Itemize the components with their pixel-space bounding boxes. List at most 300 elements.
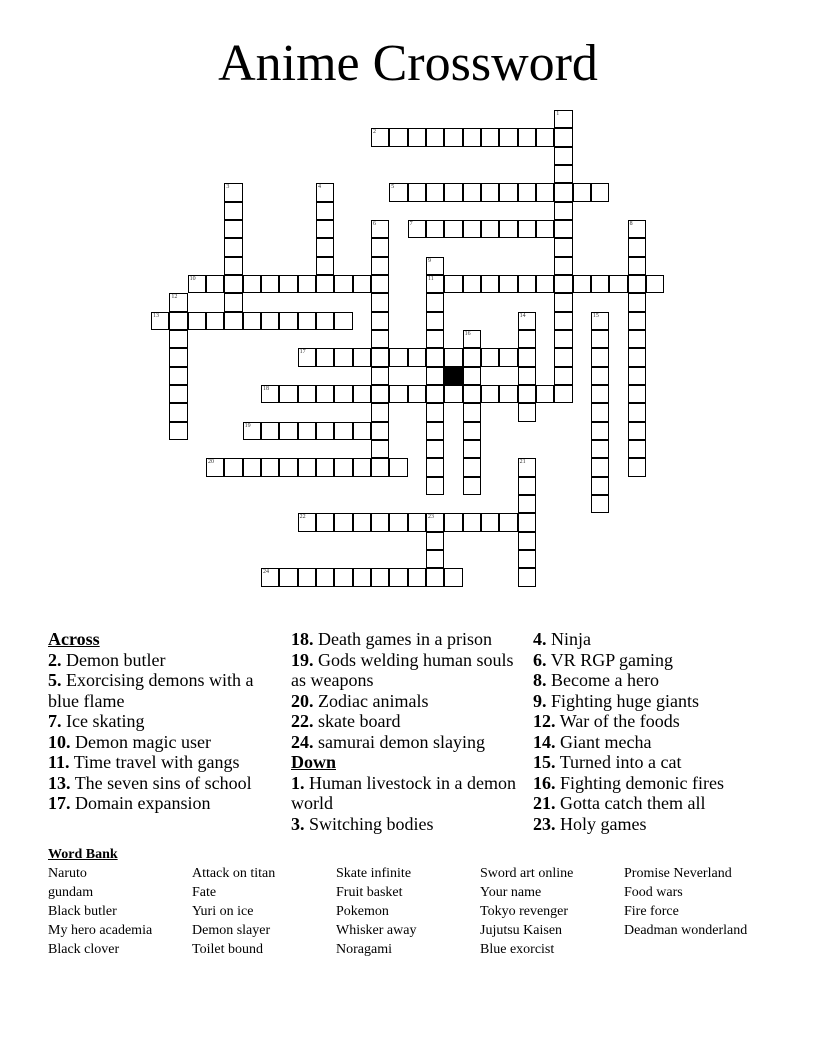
grid-cell[interactable]	[243, 458, 261, 476]
grid-cell[interactable]	[499, 275, 517, 293]
word-bank-item: Fire force	[624, 904, 679, 919]
grid-cell[interactable]	[554, 385, 572, 403]
clue-number: 1	[556, 111, 560, 117]
grid-cell[interactable]	[481, 275, 499, 293]
clue-number: 6	[372, 220, 376, 227]
word-bank-item: Toilet bound	[192, 942, 263, 957]
grid-cell[interactable]	[591, 458, 609, 476]
grid-cell[interactable]	[426, 312, 444, 330]
clue-number: 20	[207, 459, 214, 466]
grid-cell[interactable]	[316, 238, 334, 256]
grid-cell[interactable]	[261, 385, 279, 403]
grid-cell[interactable]	[389, 348, 407, 366]
grid-cell[interactable]	[628, 458, 646, 476]
grid-cell[interactable]	[481, 513, 499, 531]
grid-cell[interactable]	[518, 513, 536, 531]
grid-cell[interactable]	[499, 513, 517, 531]
grid-cell[interactable]	[206, 275, 224, 293]
across-heading: Across	[48, 629, 100, 649]
grid-cell[interactable]	[536, 275, 554, 293]
grid-cell[interactable]	[628, 385, 646, 403]
grid-cell[interactable]	[224, 275, 242, 293]
grid-cell[interactable]	[518, 312, 536, 330]
word-bank-item: Whisker away	[336, 923, 417, 938]
grid-cell[interactable]	[481, 220, 499, 238]
grid-cell[interactable]	[371, 367, 389, 385]
grid-cell[interactable]	[554, 330, 572, 348]
clue-number: 4	[317, 184, 321, 191]
grid-cell[interactable]	[224, 458, 242, 476]
grid-cell[interactable]	[444, 220, 462, 238]
grid-cell[interactable]	[536, 220, 554, 238]
grid-cell[interactable]	[463, 513, 481, 531]
grid-cell[interactable]	[573, 275, 591, 293]
clue-down-3: 3. Switching bodies	[291, 813, 434, 834]
grid-cell[interactable]	[334, 348, 352, 366]
grid-cell[interactable]	[518, 458, 536, 476]
grid-cell[interactable]	[188, 312, 206, 330]
grid-cell[interactable]	[554, 275, 572, 293]
grid-cell[interactable]	[628, 312, 646, 330]
grid-cell[interactable]	[444, 348, 462, 366]
grid-cell[interactable]	[151, 312, 169, 330]
grid-cell[interactable]	[224, 220, 242, 238]
grid-cell[interactable]	[536, 385, 554, 403]
clues-column-2	[291, 629, 521, 834]
grid-cell[interactable]	[591, 183, 609, 201]
clue-down-4: 4. Ninja	[533, 629, 591, 649]
grid-cell[interactable]	[353, 458, 371, 476]
clue-down-6: 6. VR RGP gaming	[533, 649, 674, 670]
clue-across-13: 13. The seven sins of school	[48, 772, 252, 793]
grid-cell[interactable]	[426, 532, 444, 550]
grid-cell[interactable]	[554, 257, 572, 275]
grid-cell[interactable]	[628, 348, 646, 366]
grid-cell[interactable]	[518, 183, 536, 201]
grid-cell[interactable]	[316, 458, 334, 476]
grid-cell[interactable]	[371, 440, 389, 458]
grid-cell[interactable]	[371, 348, 389, 366]
grid-cell[interactable]	[371, 293, 389, 311]
grid-cell[interactable]	[169, 312, 187, 330]
grid-cell[interactable]	[279, 312, 297, 330]
grid-cell[interactable]	[518, 532, 536, 550]
grid-cell[interactable]	[389, 128, 407, 146]
word-bank-item: My hero academia	[48, 923, 153, 938]
grid-cell[interactable]	[591, 422, 609, 440]
grid-cell[interactable]	[518, 348, 536, 366]
clue-across-18: 18. Death games in a prison	[291, 629, 492, 649]
clue-across-7: 7. Ice skating	[48, 711, 145, 731]
grid-cell[interactable]	[169, 403, 187, 421]
grid-cell[interactable]	[298, 513, 316, 531]
grid-cell[interactable]	[408, 385, 426, 403]
grid-cell[interactable]	[628, 220, 646, 238]
clue-down-21: 21. Gotta catch them all	[533, 793, 706, 813]
grid-cell[interactable]	[554, 238, 572, 256]
grid-cell[interactable]	[298, 385, 316, 403]
grid-cell[interactable]	[298, 312, 316, 330]
grid-cell[interactable]	[316, 385, 334, 403]
grid-cell[interactable]	[243, 422, 261, 440]
grid-cell[interactable]	[628, 422, 646, 440]
clue-number: 10	[189, 275, 196, 282]
grid-cell[interactable]	[261, 275, 279, 293]
word-bank-title: Word Bank	[48, 847, 118, 862]
grid-cell[interactable]	[591, 367, 609, 385]
grid-cell[interactable]	[518, 275, 536, 293]
grid-cell[interactable]	[408, 128, 426, 146]
grid-cell[interactable]	[628, 293, 646, 311]
grid-cell[interactable]	[224, 183, 242, 201]
clue-number: 5	[391, 184, 395, 191]
grid-cell[interactable]	[499, 385, 517, 403]
word-bank-item: Tokyo revenger	[480, 904, 569, 919]
grid-cell[interactable]	[426, 458, 444, 476]
grid-cell[interactable]	[371, 458, 389, 476]
grid-cell[interactable]	[316, 183, 334, 201]
grid-cell[interactable]	[499, 183, 517, 201]
clue-number: 2	[372, 129, 376, 136]
clue-across-5: 5. Exorcising demons with a blue flame	[48, 670, 254, 711]
grid-cell[interactable]	[389, 513, 407, 531]
grid-cell[interactable]	[536, 183, 554, 201]
grid-cell[interactable]	[371, 128, 389, 146]
grid-cell[interactable]	[169, 422, 187, 440]
grid-cell[interactable]	[334, 422, 352, 440]
grid-cell[interactable]	[426, 403, 444, 421]
word-bank-item: Noragami	[336, 942, 392, 957]
grid-cell[interactable]	[316, 568, 334, 586]
clue-across-22: 22. skate board	[291, 711, 401, 731]
grid-cell[interactable]	[334, 568, 352, 586]
grid-cell[interactable]	[628, 403, 646, 421]
black-cell	[444, 367, 462, 385]
grid-cell[interactable]	[224, 202, 242, 220]
grid-cell[interactable]	[444, 183, 462, 201]
word-bank-item: Food wars	[624, 885, 683, 900]
clue-number: 15	[592, 312, 599, 319]
grid-cell[interactable]	[591, 330, 609, 348]
word-bank-item: Blue exorcist	[480, 942, 555, 957]
grid-cell[interactable]	[426, 183, 444, 201]
grid-cell[interactable]	[334, 385, 352, 403]
grid-cell[interactable]	[298, 348, 316, 366]
grid-cell[interactable]	[518, 220, 536, 238]
grid-cell[interactable]	[499, 348, 517, 366]
grid-cell[interactable]	[334, 275, 352, 293]
grid-cell[interactable]	[554, 293, 572, 311]
grid-cell[interactable]	[316, 312, 334, 330]
page-title: Anime Crossword	[218, 35, 598, 92]
grid-cell[interactable]	[628, 440, 646, 458]
grid-cell[interactable]	[591, 385, 609, 403]
grid-cell[interactable]	[261, 422, 279, 440]
grid-cell[interactable]	[169, 330, 187, 348]
grid-cell[interactable]	[591, 275, 609, 293]
grid-cell[interactable]	[353, 385, 371, 403]
grid-cell[interactable]	[426, 275, 444, 293]
grid-cell[interactable]	[554, 202, 572, 220]
grid-cell[interactable]	[444, 275, 462, 293]
grid-cell[interactable]	[353, 568, 371, 586]
clue-number: 13	[153, 312, 159, 319]
grid-cell[interactable]	[334, 458, 352, 476]
grid-cell[interactable]	[628, 367, 646, 385]
clue-down-8: 8. Become a hero	[533, 670, 659, 690]
clue-across-19: 19. Gods welding human souls as weapons	[291, 649, 514, 690]
clue-across-10: 10. Demon magic user	[48, 731, 211, 752]
clue-down-1: 1. Human livestock in a demon world	[291, 772, 516, 813]
grid-cell[interactable]	[298, 568, 316, 586]
grid-cell[interactable]	[426, 257, 444, 275]
grid-cell[interactable]	[316, 513, 334, 531]
grid-cell[interactable]	[279, 458, 297, 476]
grid-cell[interactable]	[188, 275, 206, 293]
grid-cell[interactable]	[353, 275, 371, 293]
grid-cell[interactable]	[371, 220, 389, 238]
grid-cell[interactable]	[554, 183, 572, 201]
grid-cell[interactable]	[481, 128, 499, 146]
grid-cell[interactable]	[169, 293, 187, 311]
grid-cell[interactable]	[444, 568, 462, 586]
grid-cell[interactable]	[463, 422, 481, 440]
grid-cell[interactable]	[591, 495, 609, 513]
grid-cell[interactable]	[463, 183, 481, 201]
grid-cell[interactable]	[554, 147, 572, 165]
clue-across-24: 24. samurai demon slaying	[291, 731, 485, 752]
grid-cell[interactable]	[371, 312, 389, 330]
clues-column-3	[533, 629, 773, 834]
grid-cell[interactable]	[426, 385, 444, 403]
grid-cell[interactable]	[279, 422, 297, 440]
clue-number: 23	[427, 514, 434, 521]
grid-cell[interactable]	[463, 330, 481, 348]
grid-cell[interactable]	[444, 385, 462, 403]
grid-cell[interactable]	[481, 348, 499, 366]
grid-cell[interactable]	[463, 385, 481, 403]
grid-cell[interactable]	[463, 477, 481, 495]
grid-cell[interactable]	[463, 458, 481, 476]
grid-cell[interactable]	[573, 183, 591, 201]
clue-number: 21	[519, 459, 526, 466]
grid-cell[interactable]	[463, 440, 481, 458]
grid-cell[interactable]	[371, 422, 389, 440]
word-bank-item: Sword art online	[480, 866, 574, 881]
grid-cell[interactable]	[426, 293, 444, 311]
grid-cell[interactable]	[371, 403, 389, 421]
grid-cell[interactable]	[298, 422, 316, 440]
grid-cell[interactable]	[481, 183, 499, 201]
grid-cell[interactable]	[389, 183, 407, 201]
grid-cell[interactable]	[426, 348, 444, 366]
clue-down-16: 16. Fighting demonic fires	[533, 772, 724, 793]
grid-cell[interactable]	[518, 568, 536, 586]
grid-cell[interactable]	[463, 367, 481, 385]
grid-cell[interactable]	[554, 110, 572, 128]
grid-cell[interactable]	[628, 257, 646, 275]
grid-cell[interactable]	[518, 367, 536, 385]
word-bank-item: Pokemon	[336, 904, 389, 919]
clue-across-11: 11. Time travel with gangs	[48, 752, 240, 772]
clue-across-17: 17. Domain expansion	[48, 793, 211, 813]
grid-cell[interactable]	[371, 238, 389, 256]
word-bank-item: Skate infinite	[336, 866, 412, 881]
grid-cell[interactable]	[463, 348, 481, 366]
grid-cell[interactable]	[298, 275, 316, 293]
clue-number: 9	[427, 257, 431, 264]
grid-cell[interactable]	[206, 458, 224, 476]
grid-cell[interactable]	[554, 367, 572, 385]
clue-number: 22	[299, 514, 306, 521]
grid-cell[interactable]	[518, 495, 536, 513]
grid-cell[interactable]	[224, 238, 242, 256]
word-bank-item: Attack on titan	[192, 866, 276, 881]
clue-number: 14	[519, 312, 526, 319]
grid-cell[interactable]	[518, 550, 536, 568]
grid-cell[interactable]	[628, 330, 646, 348]
grid-cell[interactable]	[591, 312, 609, 330]
word-bank-item: Fruit basket	[336, 885, 403, 900]
word-bank-item: Jujutsu Kaisen	[480, 923, 563, 938]
grid-cell[interactable]	[316, 257, 334, 275]
grid-cell[interactable]	[628, 275, 646, 293]
grid-cell[interactable]	[426, 477, 444, 495]
clue-number: 7	[409, 220, 413, 227]
clue-number: 12	[171, 294, 178, 301]
grid-cell[interactable]	[463, 275, 481, 293]
grid-cell[interactable]	[554, 220, 572, 238]
grid-cell[interactable]	[371, 385, 389, 403]
down-heading: Down	[291, 752, 337, 772]
grid-cell[interactable]	[481, 385, 499, 403]
grid-cell[interactable]	[169, 385, 187, 403]
word-bank-item: Deadman wonderland	[624, 923, 748, 938]
grid-cell[interactable]	[408, 220, 426, 238]
grid-cell[interactable]	[591, 348, 609, 366]
grid-cell[interactable]	[426, 440, 444, 458]
grid-cell[interactable]	[224, 312, 242, 330]
grid-cell[interactable]	[499, 220, 517, 238]
grid-cell[interactable]	[279, 275, 297, 293]
clue-down-23: 23. Holy games	[533, 813, 647, 834]
grid-cell[interactable]	[518, 403, 536, 421]
grid-cell[interactable]	[628, 238, 646, 256]
grid-cell[interactable]	[224, 257, 242, 275]
grid-cell[interactable]	[316, 348, 334, 366]
grid-cell[interactable]	[408, 513, 426, 531]
grid-cell[interactable]	[518, 330, 536, 348]
grid-cell[interactable]	[316, 275, 334, 293]
grid-cell[interactable]	[499, 128, 517, 146]
grid-cell[interactable]	[591, 440, 609, 458]
grid-cell[interactable]	[334, 513, 352, 531]
grid-cell[interactable]	[261, 458, 279, 476]
grid-cell[interactable]	[371, 568, 389, 586]
grid-cell[interactable]	[206, 312, 224, 330]
grid-cell[interactable]	[243, 312, 261, 330]
grid-cell[interactable]	[316, 422, 334, 440]
grid-cell[interactable]	[408, 348, 426, 366]
grid-cell[interactable]	[591, 403, 609, 421]
grid-cell[interactable]	[353, 513, 371, 531]
grid-cell[interactable]	[554, 128, 572, 146]
grid-cell[interactable]	[169, 367, 187, 385]
clue-number: 3	[226, 184, 230, 191]
grid-cell[interactable]	[426, 513, 444, 531]
grid-cell[interactable]	[353, 348, 371, 366]
grid-cell[interactable]	[261, 568, 279, 586]
grid-cell[interactable]	[279, 568, 297, 586]
word-bank-item: Demon slayer	[192, 923, 271, 938]
clue-number: 18	[262, 385, 269, 392]
grid-cell[interactable]	[444, 128, 462, 146]
grid-cell[interactable]	[554, 348, 572, 366]
word-bank-item: Fate	[192, 885, 217, 900]
grid-cell[interactable]	[261, 312, 279, 330]
grid-cell[interactable]	[463, 128, 481, 146]
grid-cell[interactable]	[426, 422, 444, 440]
grid-cell[interactable]	[371, 330, 389, 348]
grid-cell[interactable]	[426, 568, 444, 586]
grid-cell[interactable]	[426, 128, 444, 146]
grid-cell[interactable]	[353, 422, 371, 440]
grid-cell[interactable]	[371, 513, 389, 531]
grid-cell[interactable]	[334, 312, 352, 330]
grid-cell[interactable]	[609, 275, 627, 293]
grid-cell[interactable]	[463, 220, 481, 238]
grid-cell[interactable]	[646, 275, 664, 293]
word-bank-item: Black butler	[48, 904, 117, 919]
grid-cell[interactable]	[389, 568, 407, 586]
grid-cell[interactable]	[518, 385, 536, 403]
grid-cell[interactable]	[243, 275, 261, 293]
word-bank-list	[48, 864, 784, 959]
grid-cell[interactable]	[463, 403, 481, 421]
word-bank-item: Promise Neverland	[624, 866, 732, 881]
grid-cell[interactable]	[426, 330, 444, 348]
clue-down-14: 14. Giant mecha	[533, 731, 652, 752]
grid-cell[interactable]	[536, 128, 554, 146]
grid-cell[interactable]	[444, 513, 462, 531]
grid-cell[interactable]	[389, 385, 407, 403]
grid-cell[interactable]	[554, 165, 572, 183]
grid-cell[interactable]	[554, 312, 572, 330]
clue-number: 19	[244, 422, 251, 429]
grid-cell[interactable]	[518, 477, 536, 495]
grid-cell[interactable]	[408, 568, 426, 586]
grid-cell[interactable]	[279, 385, 297, 403]
grid-cell[interactable]	[591, 477, 609, 495]
grid-cell[interactable]	[371, 257, 389, 275]
grid-cell[interactable]	[426, 220, 444, 238]
clue-number: 17	[299, 349, 306, 356]
grid-cell[interactable]	[371, 275, 389, 293]
grid-cell[interactable]	[426, 367, 444, 385]
grid-cell[interactable]	[298, 458, 316, 476]
grid-cell[interactable]	[518, 128, 536, 146]
grid-cell[interactable]	[224, 293, 242, 311]
grid-cell[interactable]	[426, 550, 444, 568]
clue-number: 8	[629, 220, 633, 227]
grid-cell[interactable]	[316, 202, 334, 220]
grid-cell[interactable]	[316, 220, 334, 238]
clue-down-12: 12. War of the foods	[533, 711, 680, 731]
grid-cell[interactable]	[408, 183, 426, 201]
word-bank-item: gundam	[48, 885, 94, 900]
grid-cell[interactable]	[169, 348, 187, 366]
grid-cell[interactable]	[389, 458, 407, 476]
